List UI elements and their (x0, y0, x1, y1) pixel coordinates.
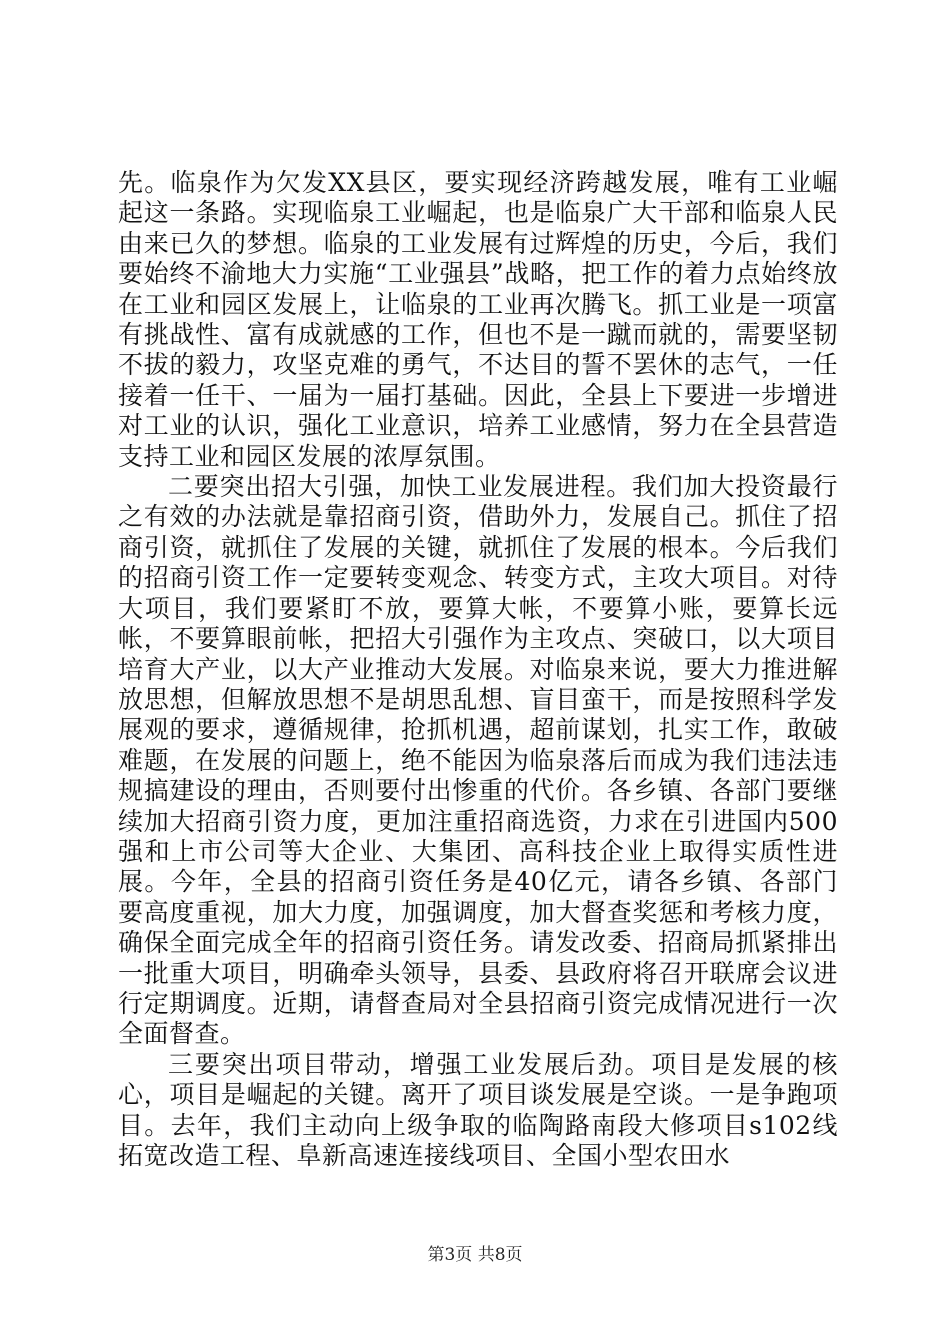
paragraph-investment: 二要突出招大引强，加快工业发展进程。我们加大投资最行之有效的办法就是靠招商引资，借助外力，发展自己。抓住了招商引资，就抓住了发展的关键，就抓住了发展的根本。今后我们的招商引资工作一定要转变观念、转变方式，主攻大项目。对待大项目，我们要紧盯不放，要算大帐，不要算小账，要算长远帐，不要算眼前帐，把招大引强作为主攻点、突破口，以大项目培育大产业，以大产业推动大发展。对临泉来说，要大力推进解放思想，但解放思想不是胡思乱想、盲目蛮干，而是按照科学发展观的要求，遵循规律，抢抓机遇，超前谋划，扎实工作，敢破难题，在发展的问题上，绝不能因为临泉落后而成为我们违法违规搞建设的理由，否则要付出惨重的代价。各乡镇、各部门要继续加大招商引资力度，更加注重招商选资，力求在引进国内500强和上市公司等大企业、大集团、高科技企业上取得实质性进展。今年，全县的招商引资任务是40亿元，请各乡镇、各部门要高度重视，加大力度，加强调度，加大督查奖惩和考核力度，确保全面完成全年的招商引资任务。请发改委、招商局抓紧排出一批重大项目，明确牵头领导，县委、县政府将召开联席会议进行定期调度。近期，请督查局对全县招商引资完成情况进行一次全面督查。 (118, 472, 838, 1049)
paragraph-continuation: 先。临泉作为欠发XX县区，要实现经济跨越发展，唯有工业崛起这一条路。实现临泉工业崛起，也是临泉广大干部和临泉人民由来已久的梦想。临泉的工业发展有过辉煌的历史，今后，我们要始终不渝地大力实施“工业强县”战略，把工作的着力点始终放在工业和园区发展上，让临泉的工业再次腾飞。抓工业是一项富有挑战性、富有成就感的工作，但也不是一蹴而就的，需要坚韧不拔的毅力，攻坚克难的勇气，不达目的誓不罢休的志气，一任接着一任干、一届为一届打基础。因此，全县上下要进一步增进对工业的认识，强化工业意识，培养工业感情，努力在全县营造支持工业和园区发展的浓厚氛围。 (118, 168, 838, 471)
page-footer: 第3页 共8页 (427, 1245, 523, 1265)
document-body (118, 168, 838, 1171)
paragraph-projects: 三要突出项目带动，增强工业发展后劲。项目是发展的核心，项目是崛起的关键。离开了项目谈发展是空谈。一是争跑项目。去年，我们主动向上级争取的临陶路南段大修项目s102线拓宽改造工程、阜新高速连接线项目、全国小型农田水 (118, 1049, 838, 1170)
